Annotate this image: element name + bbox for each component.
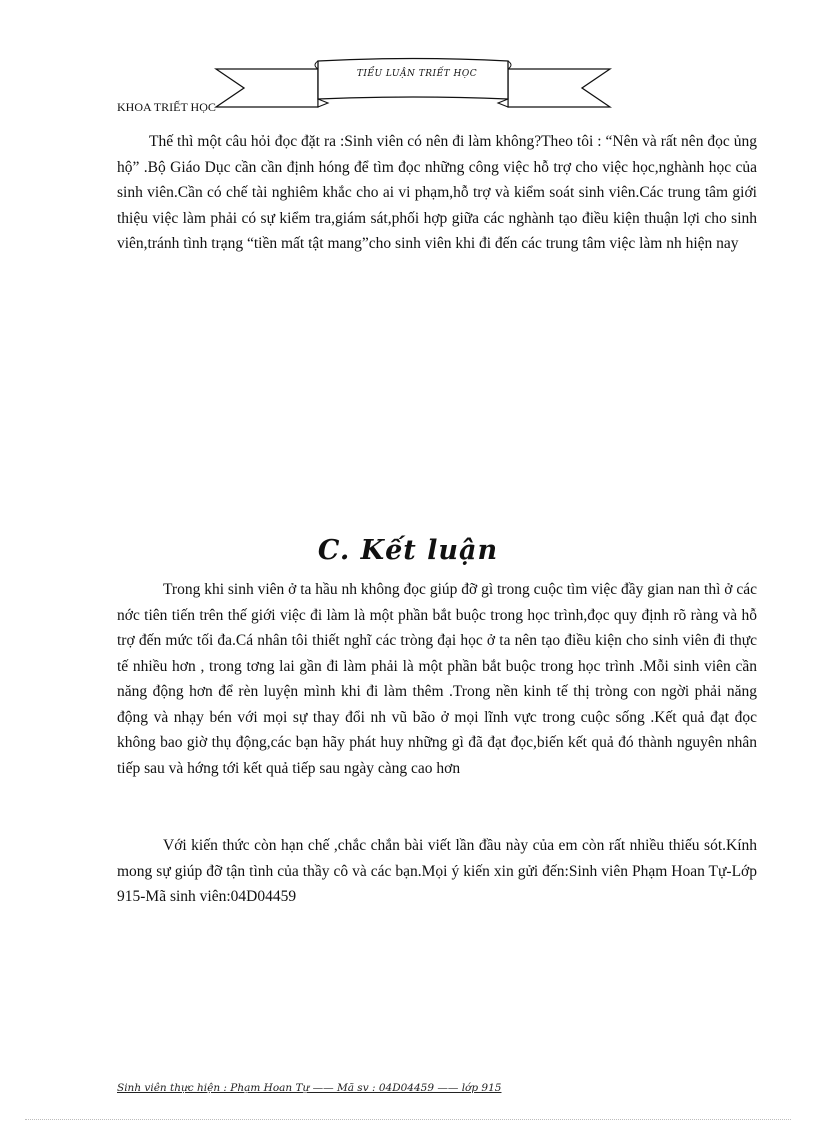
- page-bottom-divider: [25, 1119, 791, 1120]
- page-footer: Sinh viên thực hiện : Phạm Hoan Tự —— Mã sv : 04D04459 —— lớp 915: [117, 1082, 502, 1094]
- body-paragraph-2: Trong khi sinh viên ở ta hầu nh không đọc giúp đỡ gì trong cuộc tìm việc đầy gian nan thì ở các nớc tiên tiến trên thế giới việc đi làm là một phần bắt buộc trong học trình,đọc quy định rõ ràng và hỗ trợ đến mức tối đa.Cá nhân tôi thiết nghĩ các tròng đại học ở ta nên tạo điều kiện cho sinh viên đi thực tế nhiều hơn , trong tơng lai gần đi làm phải là một phần bắt buộc trong học trình .Mỗi sinh viên cần năng động hơn để rèn luyện mình khi đi làm thêm .Trong nền kinh tế thị tròng con ngời phải năng động và nhạy bén với mọi sự thay đổi nh vũ bão ở mọi lĩnh vực trong cuộc sống .Kết quả đạt đọc không bao giờ thụ động,các bạn hãy phát huy những gì đã đạt đọc,biến kết quả đó thành nguyên nhân tiếp sau và hớng tới kết quả tiếp sau ngày càng cao hơn: [117, 581, 757, 777]
- ribbon-title: TIỂU LUẬN TRIẾT HỌC: [356, 69, 478, 79]
- ribbon-shape: [214, 55, 612, 113]
- body-paragraph-3: Với kiến thức còn hạn chế ,chắc chắn bài viết lần đầu này của em còn rất nhiều thiếu sót.Kính mong sự giúp đỡ tận tình của thầy cô và các bạn.Mọi ý kiến xin gửi đến:Sinh viên Phạm Hoan Tự-Lớp 915-Mã sinh viên:04D04459: [117, 837, 757, 905]
- body-paragraph-1: Thế thì một câu hỏi đọc đặt ra :Sinh viên có nên đi làm không?Theo tôi : “Nên và rất nên đọc ủng hộ” .Bộ Giáo Dục cần cần định hóng để tìm đọc những công việc hỗ trợ cho việc học,nghành học của sinh viên.Cần có chế tài nghiêm khắc cho ai vi phạm,hỗ trợ và kiểm soát sinh viên.Các trung tâm giới thiệu việc làm phải có sự kiểm tra,giám sát,phối hợp giữa các nghành tạo điều kiện thuận lợi cho sinh viên,tránh tình trạng “tiền mất tật mang”cho sinh viên khi đi đến các trung tâm việc làm nh hiện nay: [117, 133, 757, 252]
- faculty-label: KHOA TRIẾT HỌC: [117, 100, 216, 114]
- section-heading-conclusion: C. Kết luận: [317, 535, 499, 566]
- header-ribbon-banner: [214, 55, 612, 113]
